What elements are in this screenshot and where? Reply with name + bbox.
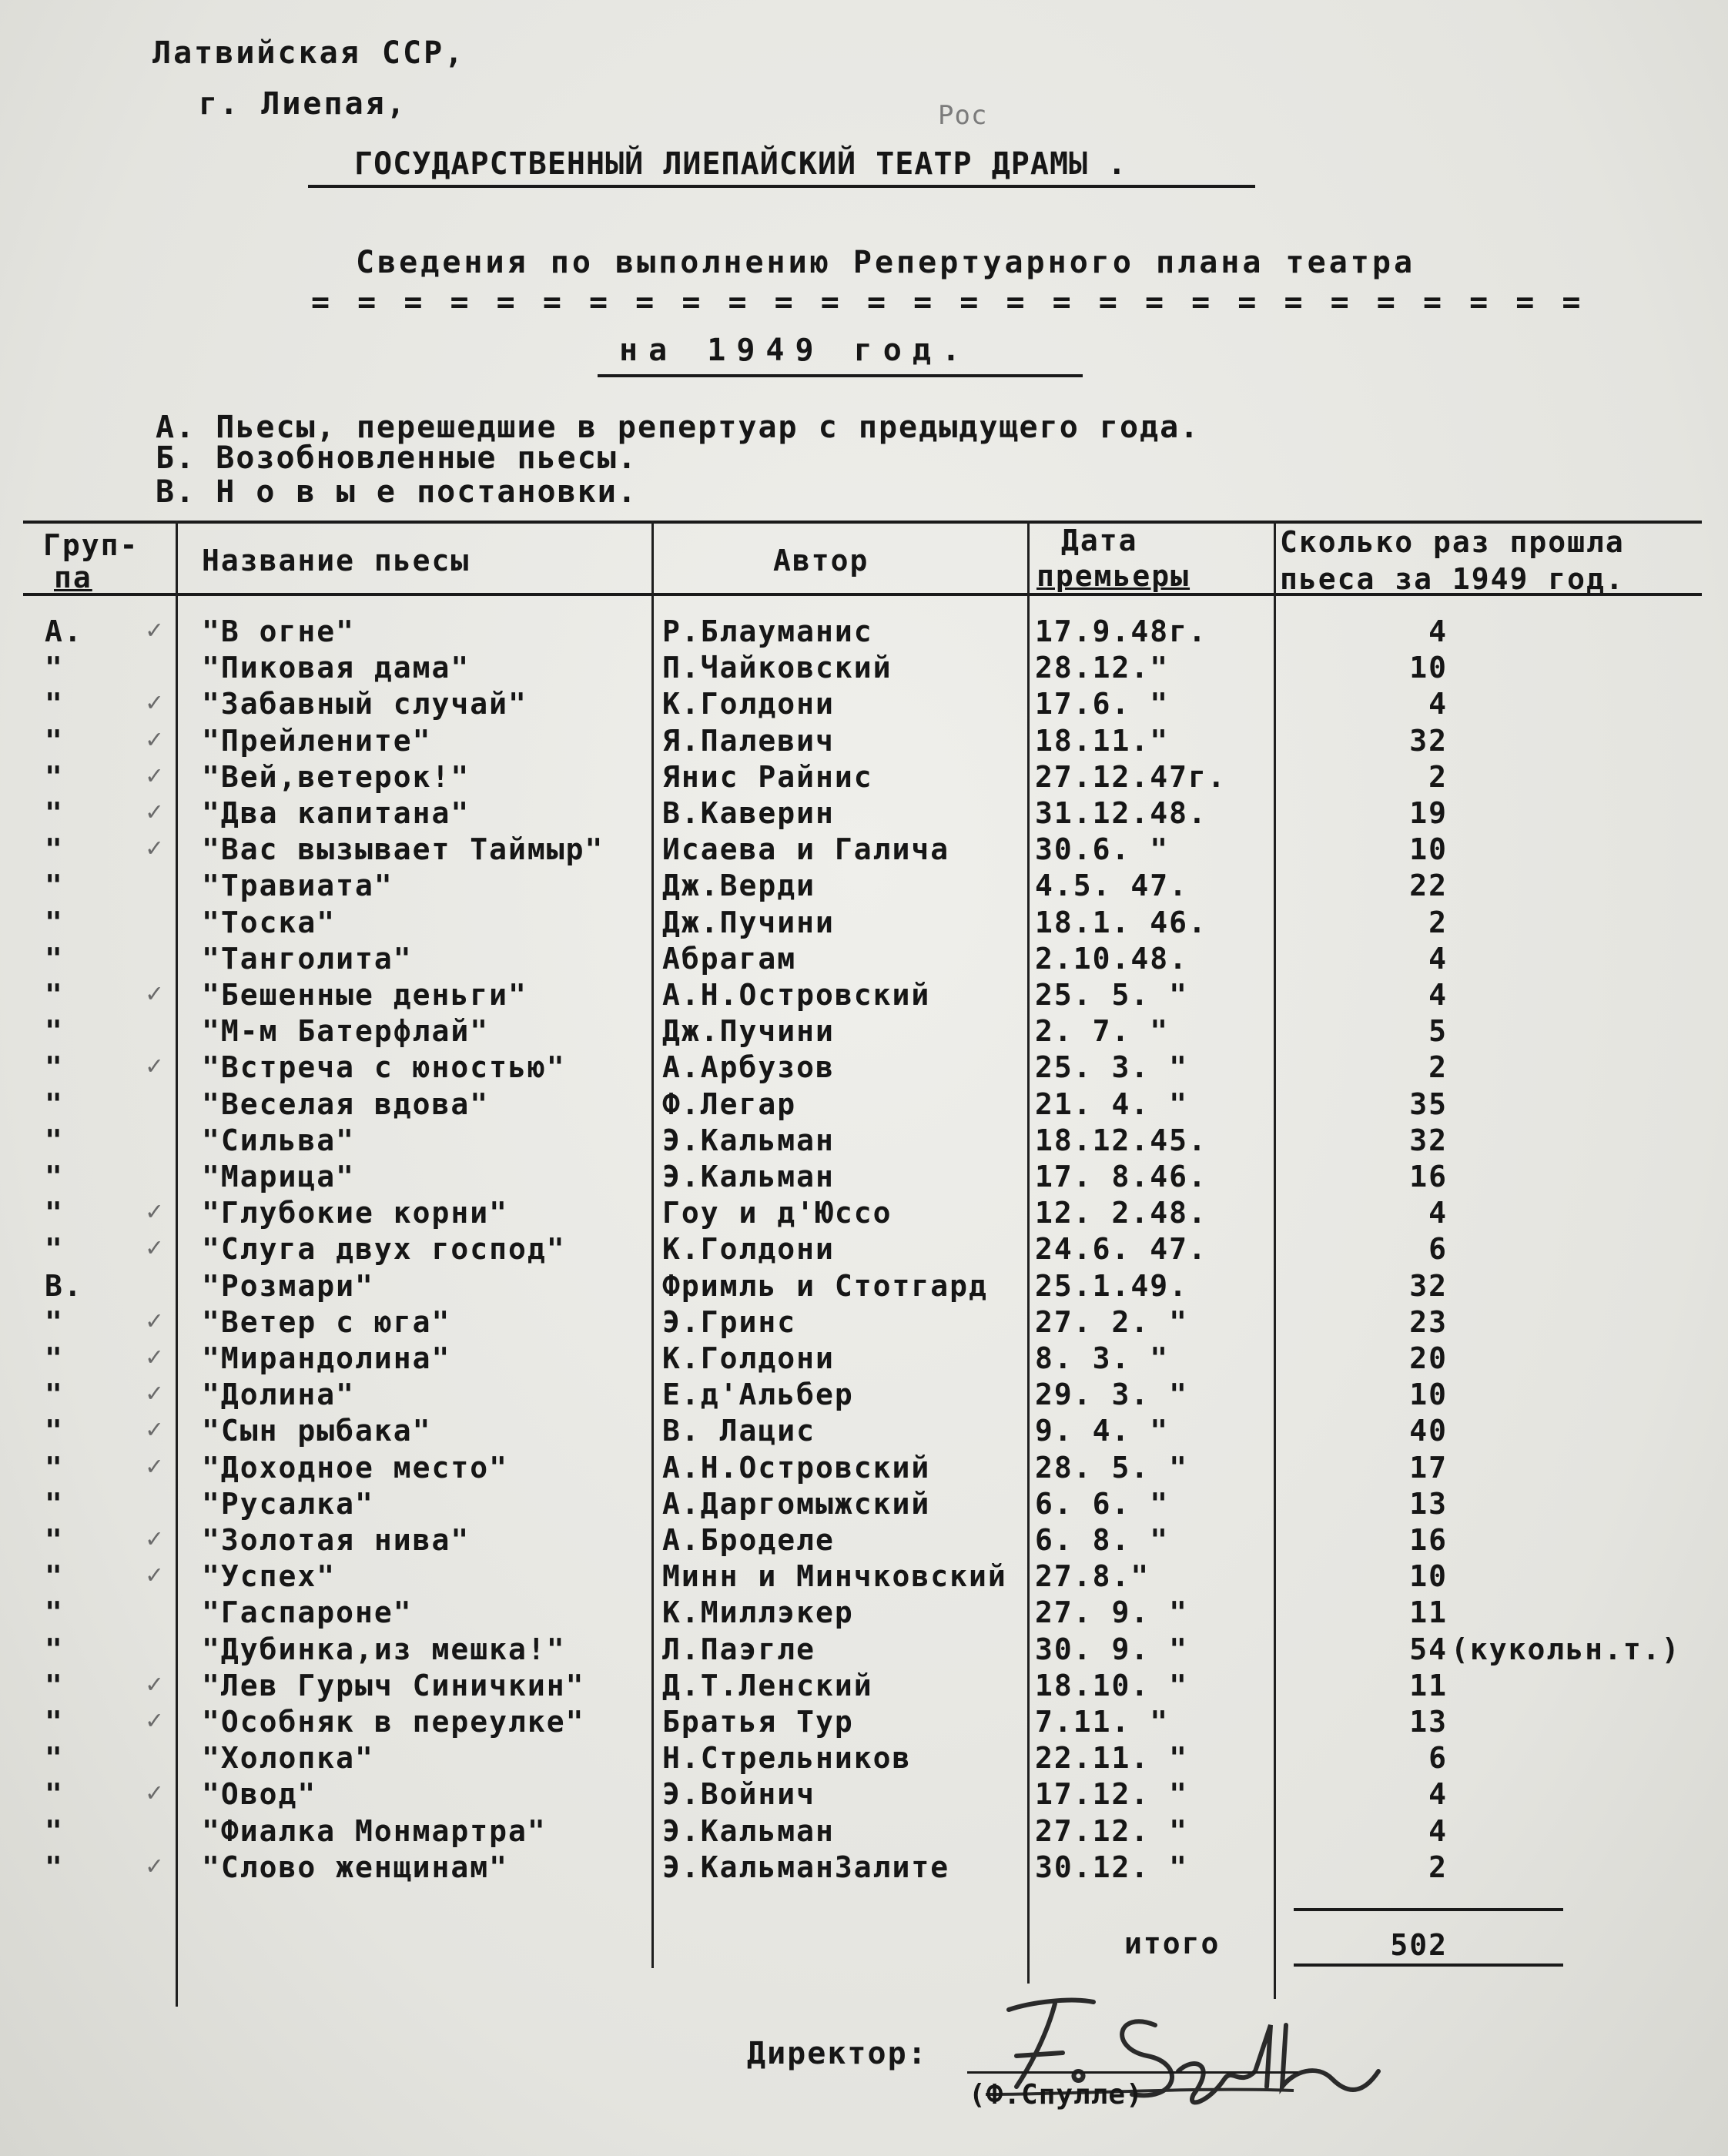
legend-a: А. Пьесы, перешедшие в репертуар с предыдущего года. — [156, 410, 1201, 445]
row-note: (кукольн.т.) — [1451, 1632, 1681, 1666]
total-bottom-rule — [1294, 1964, 1563, 1967]
row-group: " — [45, 1814, 64, 1848]
row-title: "Долина" — [202, 1378, 356, 1411]
row-author: К.Голдони — [662, 1232, 835, 1266]
city-line: г. Лиепая, — [199, 86, 407, 122]
row-check-mark-icon: ✓ — [146, 1196, 162, 1227]
row-check-mark-icon: ✓ — [146, 978, 162, 1009]
row-group: " — [45, 1487, 64, 1521]
row-premiere-date: 9. 4. " — [1035, 1414, 1170, 1448]
row-author: Э.Кальман — [662, 1814, 835, 1848]
row-performance-count: 32 — [1409, 1269, 1448, 1303]
row-title: "Фиалка Монмартра" — [202, 1814, 547, 1848]
row-performance-count: 13 — [1409, 1487, 1448, 1521]
row-premiere-date: 27.12.47г. — [1035, 760, 1227, 794]
row-title: "Глубокие корни" — [202, 1196, 509, 1230]
row-premiere-date: 27.8." — [1035, 1559, 1150, 1593]
row-performance-count: 4 — [1428, 1196, 1448, 1230]
header-title: Название пьесы — [202, 544, 471, 578]
row-premiere-date: 17.12. " — [1035, 1777, 1189, 1811]
row-author: К.Голдони — [662, 687, 835, 721]
row-premiere-date: 27.12. " — [1035, 1814, 1189, 1848]
row-group: " — [45, 1705, 64, 1739]
row-title: "Встреча с юностью" — [202, 1050, 566, 1084]
row-performance-count: 20 — [1409, 1341, 1448, 1375]
row-performance-count: 4 — [1428, 687, 1448, 721]
row-group: " — [45, 906, 64, 939]
row-group: В. — [45, 1269, 83, 1303]
row-author: К.Миллэкер — [662, 1595, 854, 1629]
report-title: Сведения по выполнению Репертуарного плана театра — [356, 245, 1416, 280]
row-title: "Прейлените" — [202, 724, 432, 758]
row-author: Э.Кальман — [662, 1123, 835, 1157]
row-group: " — [45, 978, 64, 1012]
theatre-underline — [308, 185, 1255, 188]
row-author: А.Броделе — [662, 1523, 835, 1557]
row-performance-count: 6 — [1428, 1741, 1448, 1775]
row-group: " — [45, 1160, 64, 1194]
row-group: " — [45, 1050, 64, 1084]
row-group: " — [45, 1305, 64, 1339]
row-title: "Мирандолина" — [202, 1341, 451, 1375]
header-group-2: па — [54, 561, 92, 594]
row-group: " — [45, 1777, 64, 1811]
row-premiere-date: 30. 9. " — [1035, 1632, 1189, 1666]
row-title: "Лев Гурыч Синичкин" — [202, 1669, 585, 1702]
header-author: Автор — [773, 544, 869, 578]
row-title: "Бешенные деньги" — [202, 978, 527, 1012]
row-performance-count: 10 — [1409, 1559, 1448, 1593]
row-author: Дж.Пучини — [662, 1014, 835, 1048]
row-performance-count: 2 — [1428, 906, 1448, 939]
row-author: А.Н.Островский — [662, 1451, 931, 1485]
stamp-note: Рос — [938, 100, 988, 131]
row-title: "Веселая вдова" — [202, 1087, 490, 1121]
row-performance-count: 2 — [1428, 1850, 1448, 1884]
row-premiere-date: 21. 4. " — [1035, 1087, 1189, 1121]
row-title: "Золотая нива" — [202, 1523, 471, 1557]
row-premiere-date: 27. 9. " — [1035, 1595, 1189, 1629]
row-author: Э.Войнич — [662, 1777, 816, 1811]
row-title: "Пиковая дама" — [202, 651, 471, 685]
header-date-2: премьеры — [1036, 559, 1191, 593]
row-check-mark-icon: ✓ — [146, 1341, 162, 1372]
theatre-name: ГОСУДАРСТВЕННЫЙ ЛИЕПАЙСКИЙ ТЕАТР ДРАМЫ . — [354, 146, 1127, 182]
row-group: " — [45, 1341, 64, 1375]
row-performance-count: 17 — [1409, 1451, 1448, 1485]
row-performance-count: 4 — [1428, 614, 1448, 648]
row-performance-count: 11 — [1409, 1595, 1448, 1629]
row-premiere-date: 18.1. 46. — [1035, 906, 1207, 939]
row-performance-count: 4 — [1428, 1814, 1448, 1848]
row-premiere-date: 2.10.48. — [1035, 942, 1189, 976]
row-title: "М-м Батерфлай" — [202, 1014, 490, 1048]
row-premiere-date: 17. 8.46. — [1035, 1160, 1207, 1194]
row-performance-count: 6 — [1428, 1232, 1448, 1266]
row-group: " — [45, 832, 64, 866]
row-group: " — [45, 1123, 64, 1157]
row-premiere-date: 8. 3. " — [1035, 1341, 1170, 1375]
total-top-rule — [1294, 1908, 1563, 1911]
row-performance-count: 11 — [1409, 1669, 1448, 1702]
header-count-2: пьеса за 1949 год. — [1280, 562, 1625, 596]
row-group: " — [45, 1087, 64, 1121]
row-title: "Холопка" — [202, 1741, 374, 1775]
row-group: " — [45, 942, 64, 976]
row-performance-count: 35 — [1409, 1087, 1448, 1121]
row-premiere-date: 24.6. 47. — [1035, 1232, 1207, 1266]
row-premiere-date: 27. 2. " — [1035, 1305, 1189, 1339]
row-premiere-date: 25. 5. " — [1035, 978, 1189, 1012]
row-group: " — [45, 1595, 64, 1629]
row-group: " — [45, 1669, 64, 1702]
col-divider-4 — [1274, 521, 1276, 1999]
row-title: "Успех" — [202, 1559, 337, 1593]
row-performance-count: 2 — [1428, 760, 1448, 794]
row-premiere-date: 28. 5. " — [1035, 1451, 1189, 1485]
row-premiere-date: 25.1.49. — [1035, 1269, 1189, 1303]
row-group: " — [45, 1232, 64, 1266]
row-group: " — [45, 687, 64, 721]
row-performance-count: 32 — [1409, 724, 1448, 758]
row-premiere-date: 18.11." — [1035, 724, 1170, 758]
row-title: "Дубинка,из мешка!" — [202, 1632, 566, 1666]
year-line: на 1949 год. — [619, 333, 971, 368]
col-divider-2 — [651, 521, 654, 1968]
row-performance-count: 10 — [1409, 651, 1448, 685]
year-underline — [598, 374, 1083, 377]
row-check-mark-icon: ✓ — [146, 1850, 162, 1881]
row-title: "Забавный случай" — [202, 687, 527, 721]
header-count-1: Сколько раз прошла — [1280, 525, 1625, 559]
row-check-mark-icon: ✓ — [146, 1705, 162, 1736]
row-author: А.Даргомыжский — [662, 1487, 931, 1521]
header-date-1: Дата — [1061, 524, 1138, 557]
row-check-mark-icon: ✓ — [146, 1669, 162, 1699]
row-author: В.Каверин — [662, 796, 835, 830]
row-title: "Доходное место" — [202, 1451, 509, 1485]
row-performance-count: 4 — [1428, 978, 1448, 1012]
row-author: Братья Тур — [662, 1705, 854, 1739]
row-premiere-date: 31.12.48. — [1035, 796, 1207, 830]
total-value: 502 — [1390, 1928, 1448, 1962]
row-performance-count: 2 — [1428, 1050, 1448, 1084]
row-premiere-date: 17.6. " — [1035, 687, 1170, 721]
row-premiere-date: 28.12." — [1035, 651, 1170, 685]
row-author: А.Арбузов — [662, 1050, 835, 1084]
row-premiere-date: 30.12. " — [1035, 1850, 1189, 1884]
row-title: "Вас вызывает Таймыр" — [202, 832, 604, 866]
row-author: Р.Блауманис — [662, 614, 873, 648]
row-check-mark-icon: ✓ — [146, 614, 162, 645]
row-title: "Розмари" — [202, 1269, 374, 1303]
row-check-mark-icon: ✓ — [146, 1451, 162, 1481]
row-performance-count: 10 — [1409, 1378, 1448, 1411]
row-check-mark-icon: ✓ — [146, 1777, 162, 1808]
row-author: Э.Кальман — [662, 1160, 835, 1194]
row-author: П.Чайковский — [662, 651, 892, 685]
row-title: "Два капитана" — [202, 796, 471, 830]
signature-line — [967, 2071, 1298, 2074]
row-premiere-date: 22.11. " — [1035, 1741, 1189, 1775]
row-author: Минн и Минчковский — [662, 1559, 1007, 1593]
row-group: " — [45, 869, 64, 902]
row-performance-count: 4 — [1428, 1777, 1448, 1811]
row-title: "Слуга двух господ" — [202, 1232, 566, 1266]
row-author: Янис Райнис — [662, 760, 873, 794]
row-title: "Тоска" — [202, 906, 337, 939]
row-author: Дж.Верди — [662, 869, 816, 902]
row-author: Исаева и Галича — [662, 832, 950, 866]
row-author: К.Голдони — [662, 1341, 835, 1375]
row-title: "В огне" — [202, 614, 356, 648]
row-author: Э.Гринс — [662, 1305, 797, 1339]
row-premiere-date: 12. 2.48. — [1035, 1196, 1207, 1230]
row-group: " — [45, 796, 64, 830]
row-performance-count: 32 — [1409, 1123, 1448, 1157]
row-check-mark-icon: ✓ — [146, 796, 162, 827]
row-check-mark-icon: ✓ — [146, 1232, 162, 1263]
row-title: "Травиата" — [202, 869, 393, 902]
director-name: (Ф.Спулле) — [969, 2079, 1144, 2111]
row-author: Абрагам — [662, 942, 797, 976]
row-performance-count: 16 — [1409, 1160, 1448, 1194]
row-premiere-date: 25. 3. " — [1035, 1050, 1189, 1084]
row-author: А.Н.Островский — [662, 978, 931, 1012]
row-group: " — [45, 1451, 64, 1485]
row-premiere-date: 18.12.45. — [1035, 1123, 1207, 1157]
row-group: А. — [45, 614, 83, 648]
row-author: Гоу и д'Юссо — [662, 1196, 892, 1230]
row-check-mark-icon: ✓ — [146, 1414, 162, 1445]
row-check-mark-icon: ✓ — [146, 832, 162, 863]
row-title: "Слово женщинам" — [202, 1850, 509, 1884]
row-premiere-date: 6. 6. " — [1035, 1487, 1170, 1521]
col-divider-1 — [176, 521, 178, 2007]
row-premiere-date: 17.9.48г. — [1035, 614, 1207, 648]
row-performance-count: 19 — [1409, 796, 1448, 830]
row-premiere-date: 29. 3. " — [1035, 1378, 1189, 1411]
row-group: " — [45, 724, 64, 758]
row-group: " — [45, 1014, 64, 1048]
row-performance-count: 13 — [1409, 1705, 1448, 1739]
row-premiere-date: 2. 7. " — [1035, 1014, 1170, 1048]
row-title: "Овод" — [202, 1777, 317, 1811]
row-check-mark-icon: ✓ — [146, 1378, 162, 1408]
col-divider-3 — [1027, 521, 1030, 1984]
row-premiere-date: 6. 8. " — [1035, 1523, 1170, 1557]
row-performance-count: 54 — [1409, 1632, 1448, 1666]
row-title: "Сын рыбака" — [202, 1414, 432, 1448]
row-group: " — [45, 651, 64, 685]
row-group: " — [45, 1523, 64, 1557]
row-performance-count: 16 — [1409, 1523, 1448, 1557]
row-author: Л.Паэгле — [662, 1632, 816, 1666]
row-group: " — [45, 1632, 64, 1666]
legend-b: Б. Возобновленные пьесы. — [156, 440, 638, 476]
row-group: " — [45, 1741, 64, 1775]
header-group-1: Груп- — [43, 528, 139, 562]
row-check-mark-icon: ✓ — [146, 687, 162, 718]
row-author: Н.Стрельников — [662, 1741, 912, 1775]
row-title: "Особняк в переулке" — [202, 1705, 585, 1739]
row-group: " — [45, 1196, 64, 1230]
row-group: " — [45, 1559, 64, 1593]
row-check-mark-icon: ✓ — [146, 1523, 162, 1554]
row-check-mark-icon: ✓ — [146, 1559, 162, 1590]
director-label: Директор: — [747, 2036, 928, 2071]
legend-c: В. Н о в ы е постановки. — [156, 474, 638, 510]
row-group: " — [45, 1850, 64, 1884]
row-author: Е.д'Альбер — [662, 1378, 854, 1411]
row-title: "Гаспароне" — [202, 1595, 413, 1629]
row-title: "Танголита" — [202, 942, 413, 976]
row-group: " — [45, 1378, 64, 1411]
row-author: Фримль и Стотгард — [662, 1269, 988, 1303]
row-title: "Ветер с юга" — [202, 1305, 451, 1339]
row-check-mark-icon: ✓ — [146, 1305, 162, 1336]
row-performance-count: 23 — [1409, 1305, 1448, 1339]
row-title: "Вей,ветерок!" — [202, 760, 471, 794]
row-check-mark-icon: ✓ — [146, 1050, 162, 1081]
row-check-mark-icon: ✓ — [146, 760, 162, 791]
dash-rule: = = = = = = = = = = = = = = = = = = = = = = = = = = = = — [311, 285, 1586, 320]
total-label: итого — [1124, 1927, 1221, 1960]
row-group: " — [45, 760, 64, 794]
row-author: Д.Т.Ленский — [662, 1669, 873, 1702]
row-check-mark-icon: ✓ — [146, 724, 162, 755]
row-performance-count: 40 — [1409, 1414, 1448, 1448]
row-author: Э.КальманЗалите — [662, 1850, 950, 1884]
row-title: "Марица" — [202, 1160, 356, 1194]
republic-line: Латвийская ССР, — [152, 35, 466, 71]
row-performance-count: 22 — [1409, 869, 1448, 902]
row-group: " — [45, 1414, 64, 1448]
row-performance-count: 5 — [1428, 1014, 1448, 1048]
row-title: "Русалка" — [202, 1487, 374, 1521]
row-author: Дж.Пучини — [662, 906, 835, 939]
row-premiere-date: 4.5. 47. — [1035, 869, 1189, 902]
row-premiere-date: 30.6. " — [1035, 832, 1170, 866]
row-performance-count: 4 — [1428, 942, 1448, 976]
row-title: "Сильва" — [202, 1123, 356, 1157]
row-premiere-date: 7.11. " — [1035, 1705, 1170, 1739]
row-premiere-date: 18.10. " — [1035, 1669, 1189, 1702]
row-performance-count: 10 — [1409, 832, 1448, 866]
table-top-rule — [23, 521, 1702, 524]
row-author: Ф.Легар — [662, 1087, 797, 1121]
row-author: Я.Палевич — [662, 724, 835, 758]
row-author: В. Лацис — [662, 1414, 816, 1448]
